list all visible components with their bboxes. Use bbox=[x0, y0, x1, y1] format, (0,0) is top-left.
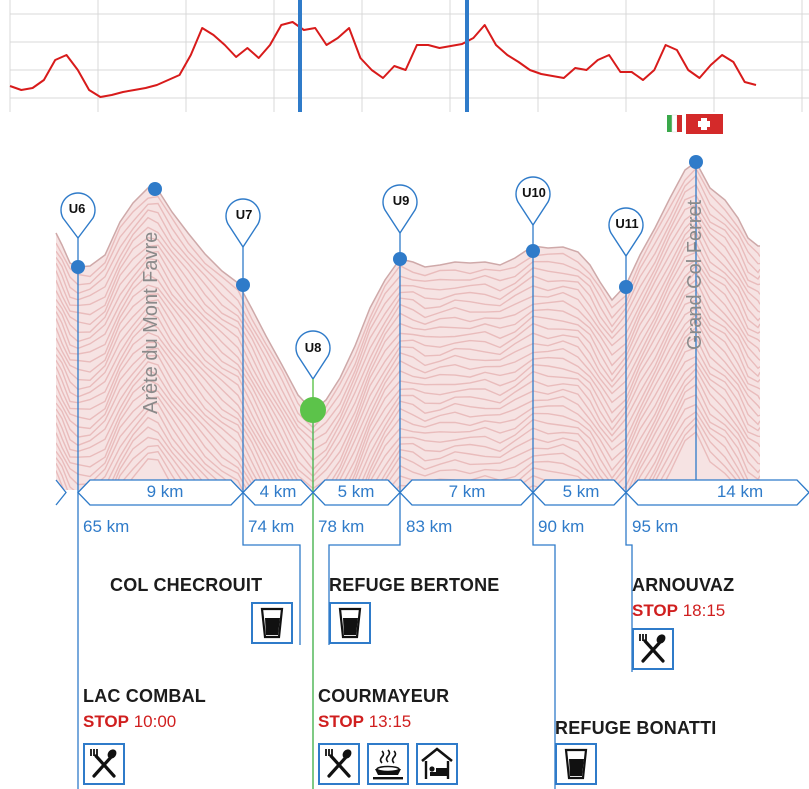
station-name-refuge-bertone[interactable]: REFUGE BERTONE bbox=[329, 575, 500, 595]
waypoint-dot[interactable] bbox=[619, 280, 633, 294]
current-position-dot[interactable] bbox=[300, 397, 326, 423]
stop-word: STOP bbox=[318, 712, 364, 731]
stop-time-arnouvaz bbox=[632, 601, 725, 621]
stop-time: 10:00 bbox=[133, 712, 177, 731]
stop-word: STOP bbox=[632, 601, 678, 620]
segment-label: 4 km bbox=[259, 482, 297, 501]
station-name-courmayeur[interactable]: COURMAYEUR bbox=[318, 686, 450, 706]
peak-dot[interactable] bbox=[689, 155, 703, 169]
hot-food-icon[interactable] bbox=[367, 743, 409, 785]
meal-icon[interactable] bbox=[318, 743, 360, 785]
waypoint-dot[interactable] bbox=[236, 278, 250, 292]
peak-name-mont-favre: Arête du Mont Favre bbox=[140, 231, 162, 414]
overview-elevation-chart[interactable] bbox=[0, 0, 809, 112]
waypoint-dot[interactable] bbox=[71, 260, 85, 274]
segment-label: 5 km bbox=[562, 482, 600, 501]
waypoint-pin-marker[interactable] bbox=[296, 331, 330, 379]
sleep-icon[interactable] bbox=[416, 743, 458, 785]
waypoint-label-u10[interactable]: U10 bbox=[522, 185, 546, 200]
peak-name-col-ferret: Grand Col Ferret bbox=[684, 199, 706, 350]
italy-flag-icon bbox=[667, 115, 682, 132]
cumulative-distance: 95 km bbox=[632, 517, 679, 536]
waypoint-dot[interactable] bbox=[393, 252, 407, 266]
stop-time-courmayeur bbox=[318, 712, 411, 732]
overview-selection-window[interactable] bbox=[300, 0, 467, 112]
cumulative-distance: 78 km bbox=[318, 517, 365, 536]
waypoint-dot[interactable] bbox=[526, 244, 540, 258]
segment-label: 14 km bbox=[716, 482, 764, 501]
station-name-arnouvaz[interactable]: ARNOUVAZ bbox=[632, 575, 735, 595]
station-name-lac-combal[interactable]: LAC COMBAL bbox=[83, 686, 206, 706]
meal-icon[interactable] bbox=[83, 743, 125, 785]
waypoint-label-u6[interactable]: U6 bbox=[68, 201, 86, 216]
station-name-refuge-bonatti[interactable]: REFUGE BONATTI bbox=[555, 718, 717, 738]
cumulative-distance: 65 km bbox=[83, 517, 130, 536]
segment-label: 9 km bbox=[146, 482, 184, 501]
waypoint-label-u7[interactable]: U7 bbox=[235, 207, 253, 222]
segment-label: 7 km bbox=[448, 482, 486, 501]
cumulative-distance: 74 km bbox=[248, 517, 295, 536]
stop-time: 13:15 bbox=[368, 712, 412, 731]
waypoint-label-u8[interactable]: U8 bbox=[304, 340, 322, 355]
drink-icon[interactable] bbox=[555, 743, 597, 785]
cumulative-distance: 83 km bbox=[406, 517, 453, 536]
waypoint-label-u11[interactable]: U11 bbox=[615, 216, 639, 231]
segment-label: 5 km bbox=[337, 482, 375, 501]
switzerland-flag-icon bbox=[686, 114, 723, 134]
peak-dot[interactable] bbox=[148, 182, 162, 196]
stop-time-lac-combal bbox=[83, 712, 176, 732]
station-name-col-checrouit[interactable]: COL CHECROUIT bbox=[110, 575, 263, 595]
meal-icon[interactable] bbox=[632, 628, 674, 670]
overview-profile-line bbox=[10, 22, 756, 97]
stop-word: STOP bbox=[83, 712, 129, 731]
waypoint-label-u9[interactable]: U9 bbox=[392, 193, 410, 208]
overview-grid bbox=[10, 0, 809, 112]
stop-time: 18:15 bbox=[682, 601, 726, 620]
drink-icon[interactable] bbox=[329, 602, 371, 644]
drink-icon[interactable] bbox=[251, 602, 293, 644]
cumulative-distance: 90 km bbox=[538, 517, 585, 536]
